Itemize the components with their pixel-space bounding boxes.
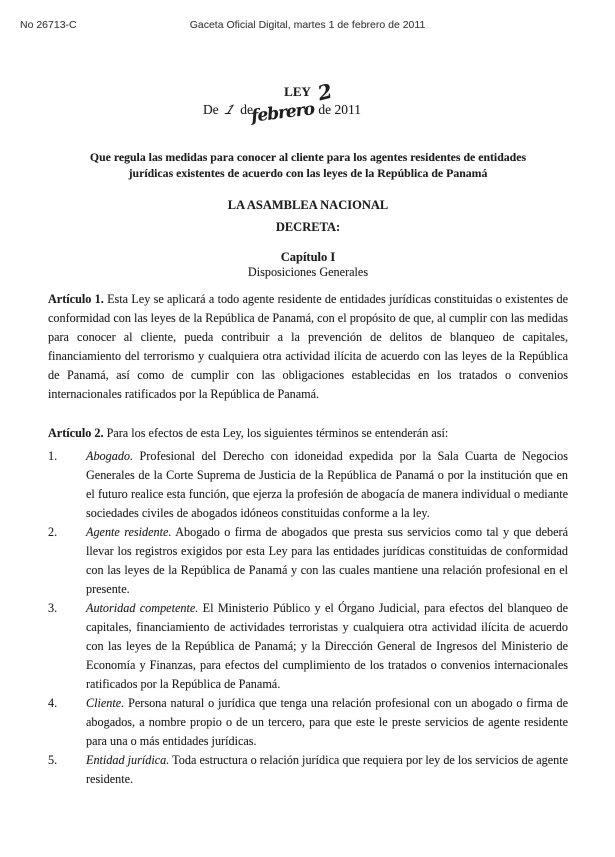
definition-term: Agente residente. <box>86 525 172 539</box>
page-header <box>0 19 615 31</box>
definition-item <box>48 523 568 599</box>
definition-term: Entidad jurídica. <box>86 753 170 767</box>
document-content <box>48 78 569 789</box>
law-number-handwritten: 2 <box>315 78 335 106</box>
law-date-line <box>22 99 542 127</box>
definition-term: Abogado. <box>86 449 134 463</box>
law-subject-line-2: jurídicas existentes de acuerdo con las leyes de la República de Panamá <box>128 166 488 180</box>
chapter-subtitle: Disposiciones Generales <box>247 265 369 279</box>
definition-body <box>86 694 568 751</box>
definition-item <box>48 751 568 789</box>
article-1 <box>48 290 568 404</box>
assembly-heading: LA ASAMBLEA NACIONAL <box>227 198 389 212</box>
month-handwritten: febrero <box>249 99 316 127</box>
definition-item <box>48 599 568 694</box>
date-word-de: De <box>202 102 219 117</box>
definition-number: 4. <box>48 696 58 710</box>
definition-text: Persona natural o jurídica que tenga una relación profesional con un abogado o firma de abogados, a nombre propio o de un tercero, para que este le preste servicios de agente residente para una o más entidades jurídicas. <box>86 696 568 748</box>
definition-text: El Ministerio Público y el Órgano Judicial, para efectos del blanqueo de capitales, financiamiento de actividades terroristas y cualquiera otra actividad ilícita de acuerdo con las leyes de la República de Panamá; y la Dirección General de Ingresos del Ministerio de Economía y Finanzas, para efectos del cumplimiento de los tratados o convenios internacionales ratificados por la República de Panamá. <box>86 601 568 691</box>
definition-number: 5. <box>48 753 58 767</box>
day-handwritten: 1 <box>221 102 239 117</box>
law-subject <box>48 149 568 181</box>
definition-text: Toda estructura o relación jurídica que requiera por ley de los servicios de agente residente. <box>86 753 568 786</box>
article-2-text: Para los efectos de esta Ley, los siguientes términos se entenderán así: <box>106 426 449 440</box>
article-1-label: Artículo 1. <box>48 292 104 306</box>
decree-heading: DECRETA: <box>275 220 341 234</box>
chapter-heading: Capítulo I <box>280 250 336 264</box>
definition-text: Profesional del Derecho con idoneidad expedida por la Sala Cuarta de Negocios Generales de la Corte Suprema de Justicia de la República de Panamá o por la institución que en el futuro realice esta función, que ejerza la profesión de abogacía de manera individual o mediante sociedades civiles de abogados idóneos constituidas conforme a la ley. <box>86 449 568 520</box>
definition-item <box>48 447 568 523</box>
definition-number: 1. <box>48 449 58 463</box>
definition-item <box>48 694 568 751</box>
date-word-de2: de <box>240 102 253 117</box>
law-subject-line-1: Que regula las medidas para conocer al cliente para los agentes residentes de entidades <box>89 150 527 164</box>
article-2-label: Artículo 2. <box>48 426 104 440</box>
law-title-line <box>48 78 568 106</box>
definition-body <box>86 751 568 789</box>
definition-term: Autoridad competente. <box>86 601 199 615</box>
definition-term: Cliente. <box>86 696 125 710</box>
date-year: de 2011 <box>318 102 362 117</box>
definition-number: 3. <box>48 601 58 615</box>
definition-number: 2. <box>48 525 58 539</box>
definition-body <box>86 447 568 523</box>
gazette-header-title: Gaceta Oficial Digital, martes 1 de febrero de 2011 <box>189 19 426 31</box>
article-2 <box>48 424 568 443</box>
definition-body <box>86 523 568 599</box>
law-label: LEY <box>284 84 311 99</box>
gazette-number: No 26713-C <box>20 19 77 31</box>
article-1-text: Esta Ley se aplicará a todo agente residente de entidades jurídicas constituidas o existentes de conformidad con las leyes de la República de Panamá, con el propósito de que, al cumplir con las medidas para conocer al cliente, pueda contribuir a la prevención de delitos de blanqueo de capitales, financiamiento del terrorismo y cualquiera otra actividad ilícita de acuerdo con las leyes de la República de Panamá, así como de cumplir con las obligaciones establecidas en los tratados o convenios internacionales ratificados por la República de Panamá. <box>48 292 569 401</box>
definitions-list <box>48 447 568 789</box>
definition-body <box>86 599 568 694</box>
definition-text: Abogado o firma de abogados que presta sus servicios como tal y que deberá llevar los registros exigidos por esta Ley para las entidades jurídicas constituidas de conformidad con las leyes de la República de Panamá y con las cuales mantiene una relación profesional en el presente. <box>86 525 568 596</box>
